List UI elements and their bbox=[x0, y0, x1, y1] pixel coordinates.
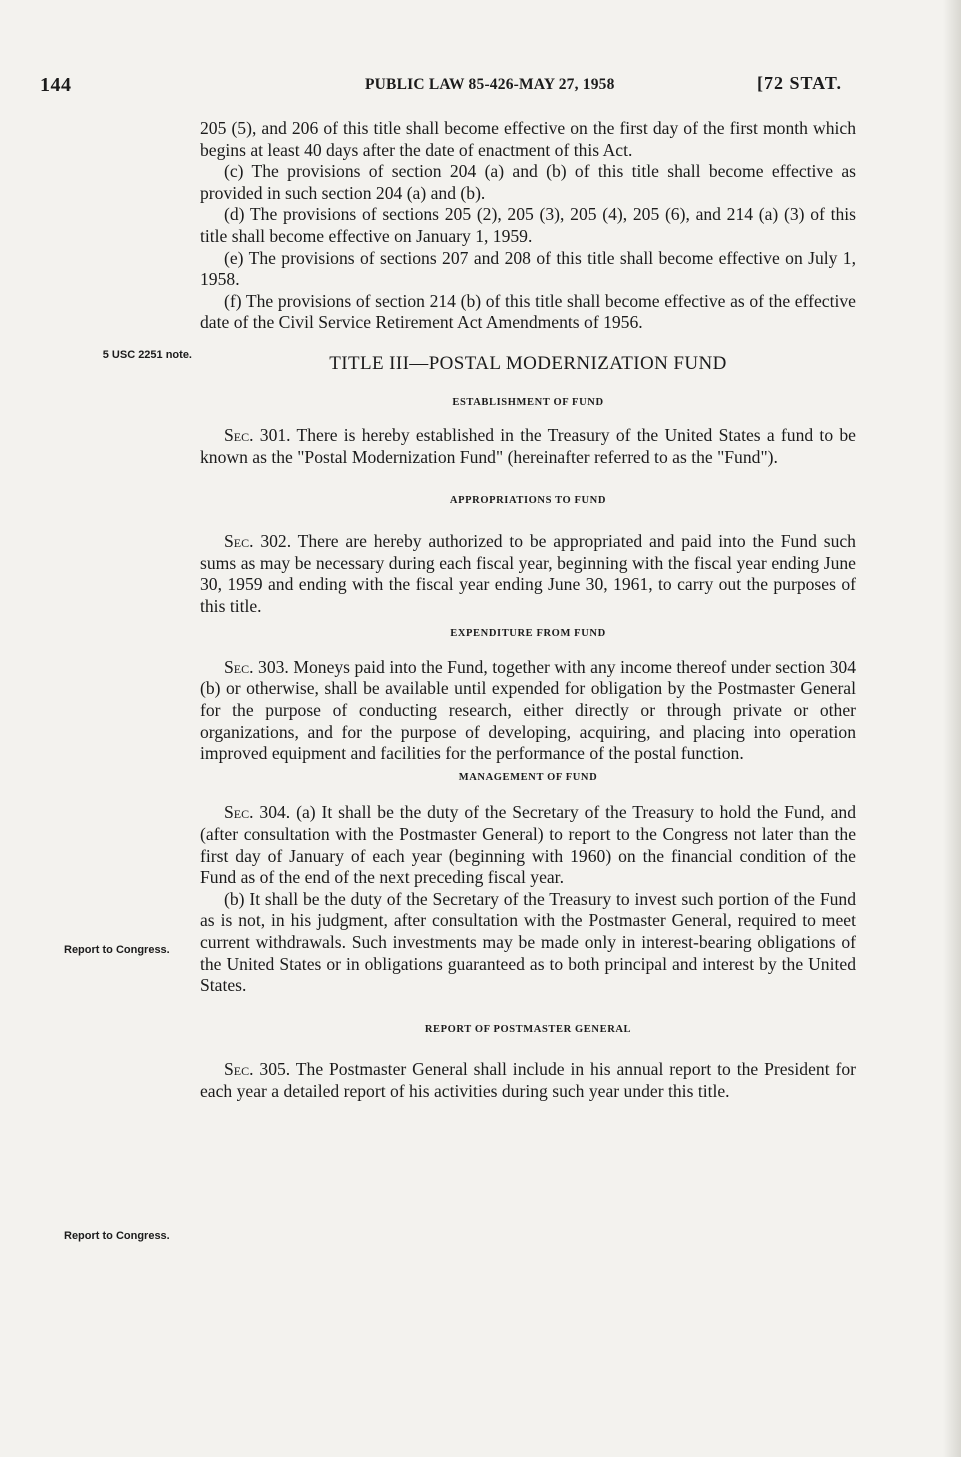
page-header bbox=[0, 70, 961, 100]
section-text: (a) It shall be the duty of the Secretary of the Treasury to hold the Fund, and (after consultation with the Postmaster General) to report to the Congress not later than the first day of January of each year (beginning with 1960) on the financial condition of the Fund as of the end of the next preceding fiscal year. bbox=[200, 802, 856, 888]
paragraph-f: (f) The provisions of section 214 (b) of this title shall become effective as of the effective date of the Civil Service Retirement Act Amendments of 1956. bbox=[200, 290, 856, 333]
body-text bbox=[200, 118, 856, 1103]
paragraph-e: (e) The provisions of sections 207 and 208 of this title shall become effective on July 1, 1958. bbox=[200, 247, 856, 290]
paragraph-b-continued: 205 (5), and 206 of this title shall become effective on the first day of the first month which begins at least 40 days after the date of enactment of this Act. bbox=[200, 118, 856, 160]
section-heading: APPROPRIATIONS TO FUND bbox=[449, 495, 607, 507]
section-heading: ESTABLISHMENT OF FUND bbox=[452, 396, 604, 408]
section-302 bbox=[200, 531, 856, 617]
margin-note-report-to-congress: Report to Congress. bbox=[64, 1230, 170, 1242]
section-text: There is hereby established in the Treasury of the United States a fund to be known as the "Postal Modernization Fund" (hereinafter referred to as the "Fund"). bbox=[200, 425, 856, 467]
section-text: There are hereby authorized to be appropriated and paid into the Fund such sums as may be necessary during each fiscal year, beginning with the fiscal year ending June 30, 1959 and ending with the fiscal year ending June 30, 1961, to carry out the purposes of this title. bbox=[200, 530, 856, 616]
section-label: Sec. 304. bbox=[224, 802, 291, 823]
section-text: Moneys paid into the Fund, together with any income thereof under section 304 (b) or otherwise, shall be available until expended for obligation by the Postmaster General for the purpose of conducting research, either directly or through private or other organizations, and for the purpose of developing, acquiring, and placing into operation improved equipment and facilities for the performance of the postal function. bbox=[200, 656, 856, 764]
section-label: Sec. 303. bbox=[224, 656, 289, 677]
section-text: The Postmaster General shall include in his annual report to the President for each year a detailed report of his activities during such year under this title. bbox=[200, 1059, 856, 1101]
section-305 bbox=[200, 1059, 856, 1102]
page-edge-shadow bbox=[943, 0, 961, 1457]
section-304-a bbox=[200, 802, 856, 888]
page-number: 144 bbox=[40, 74, 72, 96]
margin-note-usc-reference: 5 USC 2251 note. bbox=[102, 349, 192, 361]
section-304-b: (b) It shall be the duty of the Secretary of the Treasury to invest such portion of the Fund as is not, in his judgment, after consultation with the Postmaster General, required to meet current withdrawals. Such investments may be made only in interest-bearing obligations of the United States or in obligations guaranteed as to both principal and interest by the United States. bbox=[200, 888, 856, 996]
section-heading: REPORT OF POSTMASTER GENERAL bbox=[424, 1023, 632, 1035]
paragraph-d: (d) The provisions of sections 205 (2), 205 (3), 205 (4), 205 (6), and 214 (a) (3) of this title shall become effective on January 1, 1959. bbox=[200, 204, 856, 246]
section-label: Sec. 305. bbox=[224, 1059, 291, 1080]
margin-note-report-to-congress: Report to Congress. bbox=[64, 944, 170, 956]
section-label: Sec. 302. bbox=[224, 530, 292, 551]
section-303 bbox=[200, 657, 856, 765]
paragraph-c: (c) The provisions of section 204 (a) and (b) of this title shall become effective as provided in such section 204 (a) and (b). bbox=[200, 161, 856, 203]
section-301 bbox=[200, 425, 856, 468]
section-heading: EXPENDITURE FROM FUND bbox=[450, 628, 606, 640]
running-title: PUBLIC LAW 85-426-MAY 27, 1958 bbox=[365, 76, 615, 93]
title-heading: TITLE III—POSTAL MODERNIZATION FUND bbox=[329, 352, 727, 374]
statute-citation: [72 STAT. bbox=[757, 73, 843, 93]
section-heading: MANAGEMENT OF FUND bbox=[458, 771, 598, 783]
section-label: Sec. 301. bbox=[224, 425, 291, 446]
